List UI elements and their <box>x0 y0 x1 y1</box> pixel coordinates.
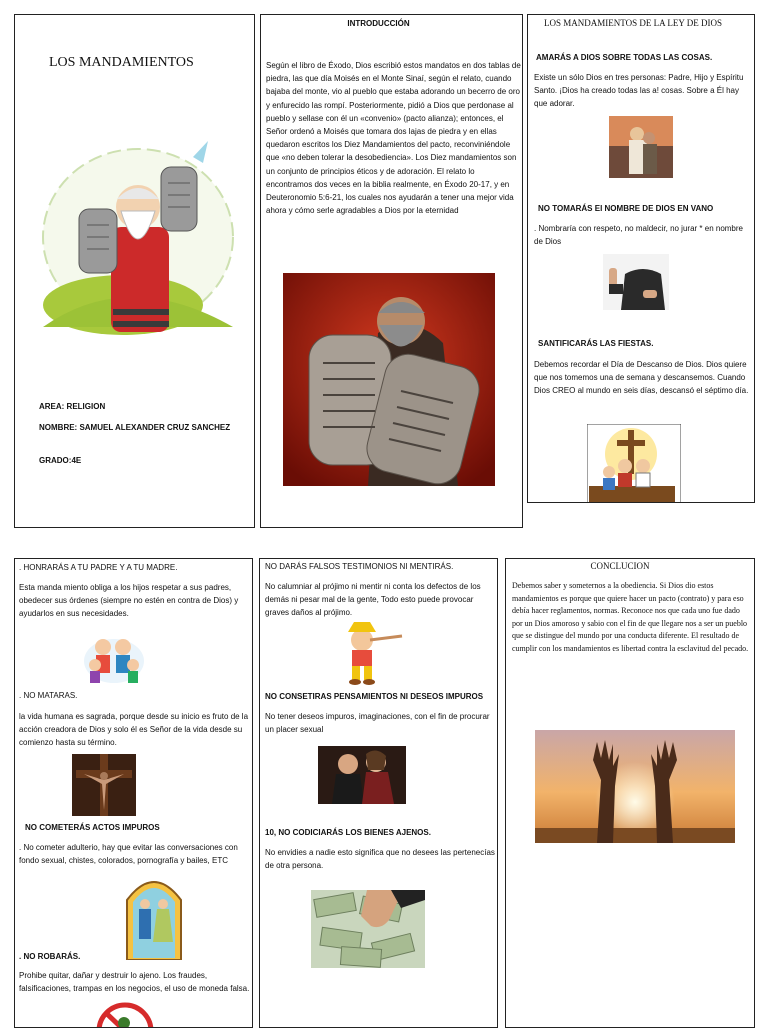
stained-glass-couple-image <box>125 872 183 960</box>
m3-title: SANTIFICARÁS LAS FIESTAS. <box>538 339 654 348</box>
m4-title: . HONRARÁS A TU PADRE Y A TU MADRE. <box>19 563 178 572</box>
m3-text: Debemos recordar el Día de Descanso de Dios. Dios quiere que nos tomemos una de semana y descansemos. Cuando Dios CREO al mundo en seis días, descansó el séptimo día. <box>534 360 749 395</box>
m7-text: Prohibe quitar, dañar y destruir lo ajeno. Los fraudes, falsificaciones, trampas en los negocios, el uso de moneda falsa. <box>19 971 250 993</box>
m4-text: Esta manda miento obliga a los hijos respetar a sus padres, obedecer sus órdenes (siempre no estén en contra de Dios) y ayudarlos en sus necesidades. <box>19 583 239 618</box>
m10-text: No envidies a nadie esto significa que no desees las pertenecías de otra persona. <box>265 848 495 870</box>
cover-panel <box>14 14 255 528</box>
money-hand-image <box>311 890 425 968</box>
family-prayer-cross-image <box>587 424 681 503</box>
m6-title: NO COMETERÁS ACTOS IMPUROS <box>25 823 160 832</box>
jesus-embrace-image <box>609 116 673 178</box>
cover-title: LOS MANDAMIENTOS <box>49 55 194 70</box>
pinocchio-image <box>334 622 404 686</box>
swearing-hand-image <box>603 254 669 310</box>
cover-nombre: NOMBRE: SAMUEL ALEXANDER CRUZ SANCHEZ <box>39 423 231 432</box>
conclusion-title: CONCLUCION <box>590 561 650 571</box>
m7-title: . NO ROBARÁS. <box>19 952 81 961</box>
m2-text: . Nombraría con respeto, no maldecir, no jurar * en nombre de Dios <box>534 224 743 246</box>
m2-title: NO TOMARÁS El NOMBRE DE DIOS EN VANO <box>538 204 714 213</box>
m9-title: NO CONSETIRAS PENSAMIENTOS NI DESEOS IMPUROS <box>265 692 484 701</box>
m10-title: 10, NO CODICIARÁS LOS BIENES AJENOS. <box>265 828 431 837</box>
m8-title: NO DARÁS FALSOS TESTIMONIOS NI MENTIRÁS. <box>265 562 454 571</box>
crucifix-image <box>72 754 136 816</box>
moses-cartoon-image <box>33 137 238 347</box>
family-cartoon-image <box>83 631 145 685</box>
m1-text: Existe un sólo Dios en tres personas: Padre, Hijo y Espíritu Santo. ¡Dios ha creado todas las a! cosas. Sobre a Él hay que adorar. <box>534 73 744 108</box>
ley-panel <box>527 14 755 503</box>
m5-text: la vida humana es sagrada, porque desde su inicio es fruto de la acción creadora de Dios y solo él es Señor de la vida desde su comienzo hasta su término. <box>19 712 249 747</box>
m8-text: No calumniar al prójimo ni mentir ni conta los defectos de los demás ni pesar mal de la gente, Todo esto puede provocar graves daños al prójimo. <box>265 582 481 617</box>
col5-panel <box>259 558 498 1028</box>
couple-image <box>318 746 406 804</box>
intro-panel <box>260 14 523 528</box>
moses-tablets-photo <box>283 273 495 486</box>
cover-area: AREA: RELIGION <box>39 402 106 411</box>
m6-text: . No cometer adulterio, hay que evitar las conversaciones con fondo sexual, chistes, colorados, pornografía y bailes, ETC <box>19 843 238 865</box>
col4-panel <box>14 558 253 1028</box>
conclusion-text: Debemos saber y someternos a la obediencia. Si Dios dio estos mandamientos es porque que quiere hacer un pacto (contrato) y para eso debía hacer reglamentos, normas. Reconoce nos que cada uno fue dado por un Dios amoroso y sabio con el fin de que llegare nos a ser un pueblo que se distingue del mundo por una conducta diferente. El resultado de cumplir con los mandamientos es libertad contra la esclavitud del pecado. <box>512 581 749 653</box>
intro-title: INTRODUCCIÓN <box>347 19 410 28</box>
m9-text: No tener deseos impuros, imaginaciones, con el fin de procurar un placer sexual <box>265 712 490 734</box>
raised-hands-sunset-image <box>535 730 735 843</box>
m1-title: AMARÁS A DIOS SOBRE TODAS LAS COSAS. <box>536 53 713 62</box>
ley-title: LOS MANDAMIENTOS DE LA LEY DE DIOS <box>544 18 722 28</box>
cover-grado: GRADO:4E <box>39 456 82 465</box>
m5-title: . NO MATARAS. <box>19 691 78 700</box>
conclusion-panel <box>505 558 755 1028</box>
intro-text: Según el libro de Éxodo, Dios escribió estos mandatos en dos tablas de piedra, las que día Moisés en el Monte Sinaí, según el relato, cuando bajaba del monte, vio al pueblo que estaba adorando un becerro de oro y enfurecido las rompí. Posteriormente, pidió a Dios que perdonase al pueblo y sellase con él un «convenio» (pacto alianza); entonces, el Señor ordenó a Moisés que tomara dos lajas de piedra y en ellas quedaron escritos los Diez Mandamientos del pacto, reconviniéndole que «no deben tolerar la desobediencia». Los Diez mandamientos son un conjunto de principios éticos y de adoración. El relato lo encontramos dos veces en la biblia realmente, en Éxodo 20-17, y en Deuteronomio 5:6-21, los cuales nos ayudarán a tener una mejor vida ahora y cómo serle agradables a Dios por la eternidad <box>266 61 521 216</box>
